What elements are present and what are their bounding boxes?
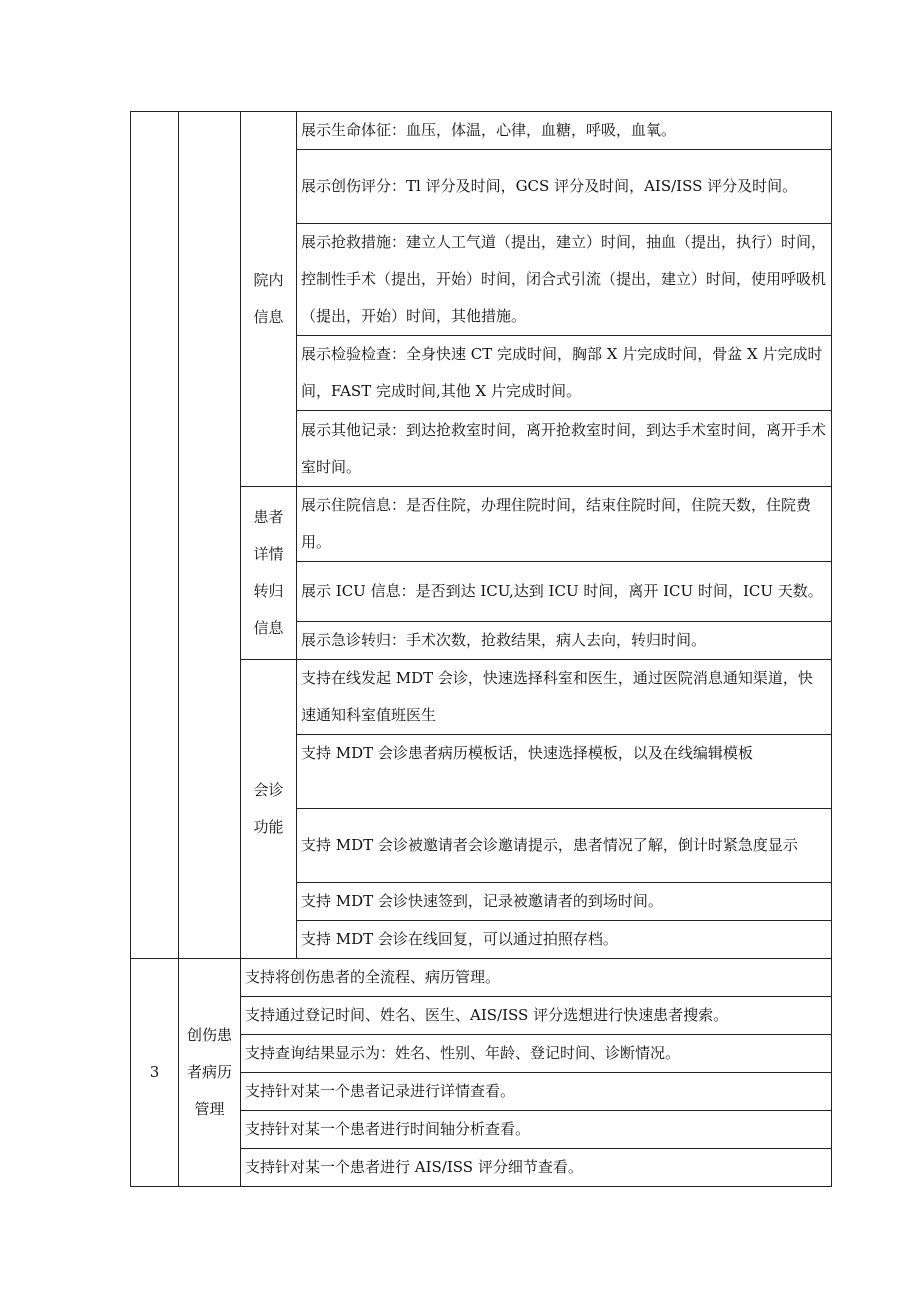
table-row: 支持 MDT 会诊患者病历模板话，快速选择模板，以及在线编辑模板 — [297, 735, 832, 809]
table-row: 支持在线发起 MDT 会诊，快速选择科室和医生，通过医院消息通知渠道，快速通知科室值班医生 — [297, 660, 832, 735]
table-row: 支持针对某一个患者进行 AIS/ISS 评分细节查看。 — [241, 1149, 832, 1187]
table-row: 支持查询结果显示为：姓名、性别、年龄、登记时间、诊断情况。 — [241, 1035, 832, 1073]
table-row: 展示急诊转归：手术次数，抢救结果，病人去向，转归时间。 — [297, 622, 832, 660]
table-row: 支持针对某一个患者记录进行详情查看。 — [241, 1073, 832, 1111]
table-row: 展示其他记录：到达抢救室时间，离开抢救室时间，到达手术室时间，离开手术室时间。 — [297, 411, 832, 487]
group-label-consult — [241, 660, 297, 959]
section-title — [179, 959, 241, 1187]
table-row: 支持将创伤患者的全流程、病历管理。 — [241, 959, 832, 997]
table-row: 支持 MDT 会诊快速签到，记录被邀请者的到场时间。 — [297, 883, 832, 921]
section-title-cell-empty — [179, 112, 241, 959]
group-label-patient-detail — [241, 487, 297, 660]
section-number: 3 — [131, 959, 179, 1187]
group-label-text: 会诊功能 — [253, 781, 284, 836]
table-row: 展示抢救措施：建立人工气道（提出，建立）时间，抽血（提出，执行）时间，控制性手术（提出，开始）时间，闭合式引流（提出，建立）时间，使用呼吸机（提出，开始）时间，其他措施。 — [297, 224, 832, 336]
group-label-text: 患者详情转归信息 — [253, 508, 284, 637]
table-row: 展示检验检查：全身快速 CT 完成时间，胸部 X 片完成时间，骨盆 X 片完成时间，FAST 完成时间,其他 X 片完成时间。 — [297, 336, 832, 411]
group-label-inhospital — [241, 112, 297, 487]
group-label-text: 院内信息 — [253, 271, 284, 326]
table-row: 展示 ICU 信息：是否到达 ICU,达到 ICU 时间，离开 ICU 时间，ICU 天数。 — [297, 562, 832, 622]
table-row: 支持针对某一个患者进行时间轴分析查看。 — [241, 1111, 832, 1149]
table-row: 支持通过登记时间、姓名、医生、AIS/ISS 评分选想进行快速患者搜索。 — [241, 997, 832, 1035]
table-row: 支持 MDT 会诊被邀请者会诊邀请提示，患者情况了解，倒计时紧急度显示 — [297, 809, 832, 883]
table-row: 展示生命体征：血压，体温，心律，血糖，呼吸，血氧。 — [297, 112, 832, 150]
requirements-table — [130, 111, 832, 1187]
section-number-cell-empty — [131, 112, 179, 959]
table-row: 展示创伤评分：Tl 评分及时间，GCS 评分及时间，AIS/ISS 评分及时间。 — [297, 150, 832, 224]
table-row: 支持 MDT 会诊在线回复，可以通过拍照存档。 — [297, 921, 832, 959]
section-title-text: 创伤患者病历管理 — [187, 1026, 233, 1118]
table-row: 展示住院信息：是否住院，办理住院时间，结束住院时间，住院天数，住院费用。 — [297, 487, 832, 562]
